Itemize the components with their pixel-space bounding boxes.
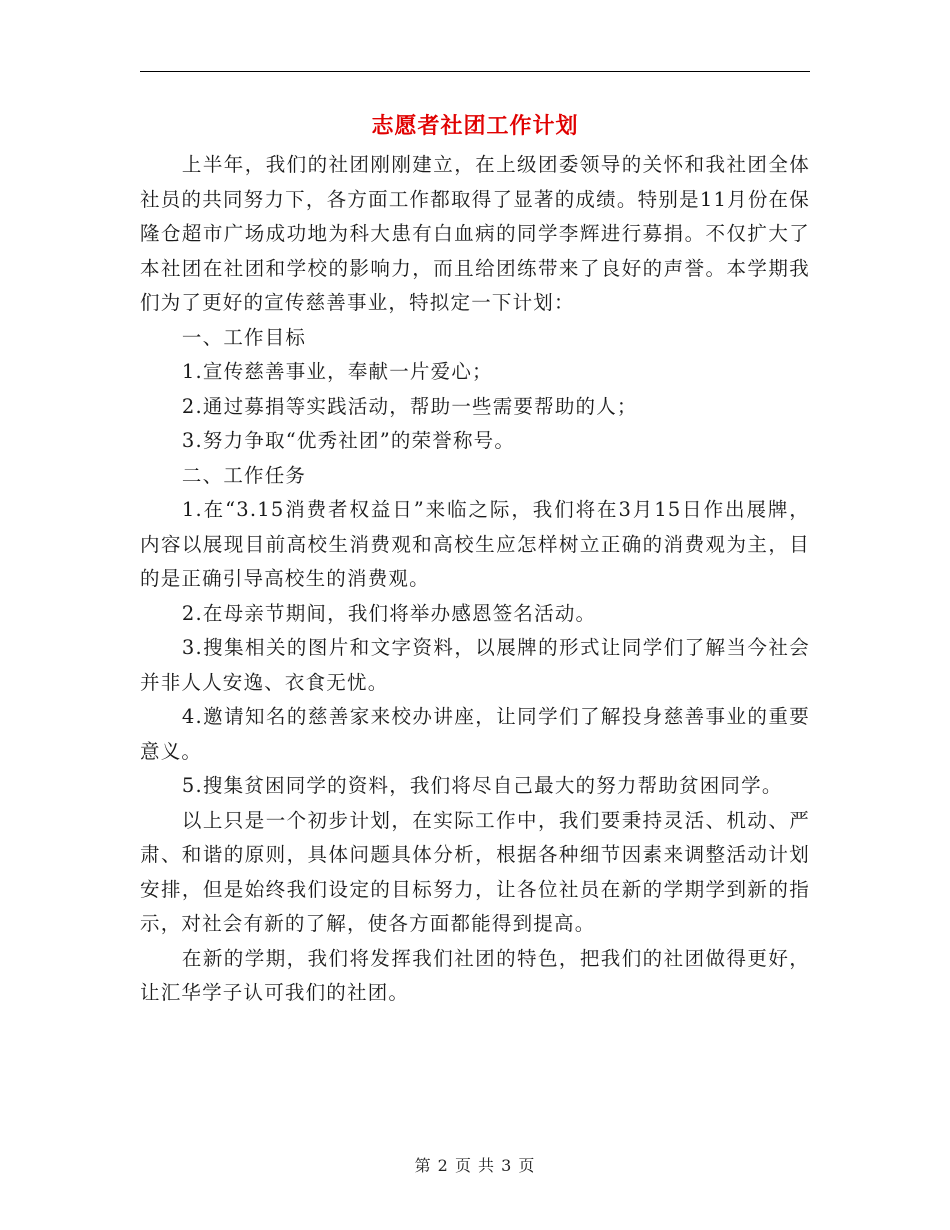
task-item-4: 4.邀请知名的慈善家来校办讲座，让同学们了解投身慈善事业的重要意义。: [140, 705, 810, 763]
document-title: 志愿者社团工作计划: [371, 113, 579, 139]
task-item-3: 3.搜集相关的图片和文字资料，以展牌的形式让同学们了解当今社会并非人人安逸、衣食无忧。: [140, 636, 810, 694]
goal-item-2: 2.通过募捐等实践活动，帮助一些需要帮助的人；: [181, 394, 638, 418]
page-number-footer: 第 2 页 共 3 页: [414, 1156, 536, 1175]
document-body: [140, 148, 810, 1011]
header-rule: [140, 71, 810, 72]
task-item-5: 5.搜集贫困同学的资料，我们将尽自己最大的努力帮助贫困同学。: [181, 774, 783, 797]
closing-paragraph: 在新的学期，我们将发挥我们社团的特色，把我们的社团做得更好，让汇华学子认可我们的社团。: [140, 946, 810, 1004]
task-item-2: 2.在母亲节期间，我们将举办感恩签名活动。: [181, 601, 597, 625]
section-heading-tasks: 二、工作任务: [181, 463, 307, 487]
intro-paragraph: 上半年，我们的社团刚刚建立，在上级团委领导的关怀和我社团全体社员的共同努力下，各方面工作都取得了显著的成绩。特别是11月份在保隆仓超市广场成功地为科大患有白血病的同学李辉进行募捐。不仅扩大了本社团在社团和学校的影响力，而且给团练带来了良好的声誉。本学期我们为了更好的宣传慈善事业，特拟定一下计划：: [140, 153, 810, 314]
goal-item-1: 1.宣传慈善事业，奉献一片爱心；: [181, 360, 493, 383]
section-heading-goals: 一、工作目标: [181, 325, 307, 349]
summary-paragraph: 以上只是一个初步计划，在实际工作中，我们要秉持灵活、机动、严肃、和谐的原则，具体问题具体分析，根据各种细节因素来调整活动计划安排，但是始终我们设定的目标努力，让各位社员在新的学期学到新的指示，对社会有新的了解，使各方面都能得到提高。: [140, 808, 810, 935]
task-item-1: 1.在“3.15消费者权益日”来临之际，我们将在3月15日作出展牌，内容以展现目前高校生消费观和高校生应怎样树立正确的消费观为主，目的是正确引导高校生的消费观。: [140, 498, 810, 590]
goal-item-3: 3.努力争取“优秀社团”的荣誉称号。: [181, 429, 516, 452]
